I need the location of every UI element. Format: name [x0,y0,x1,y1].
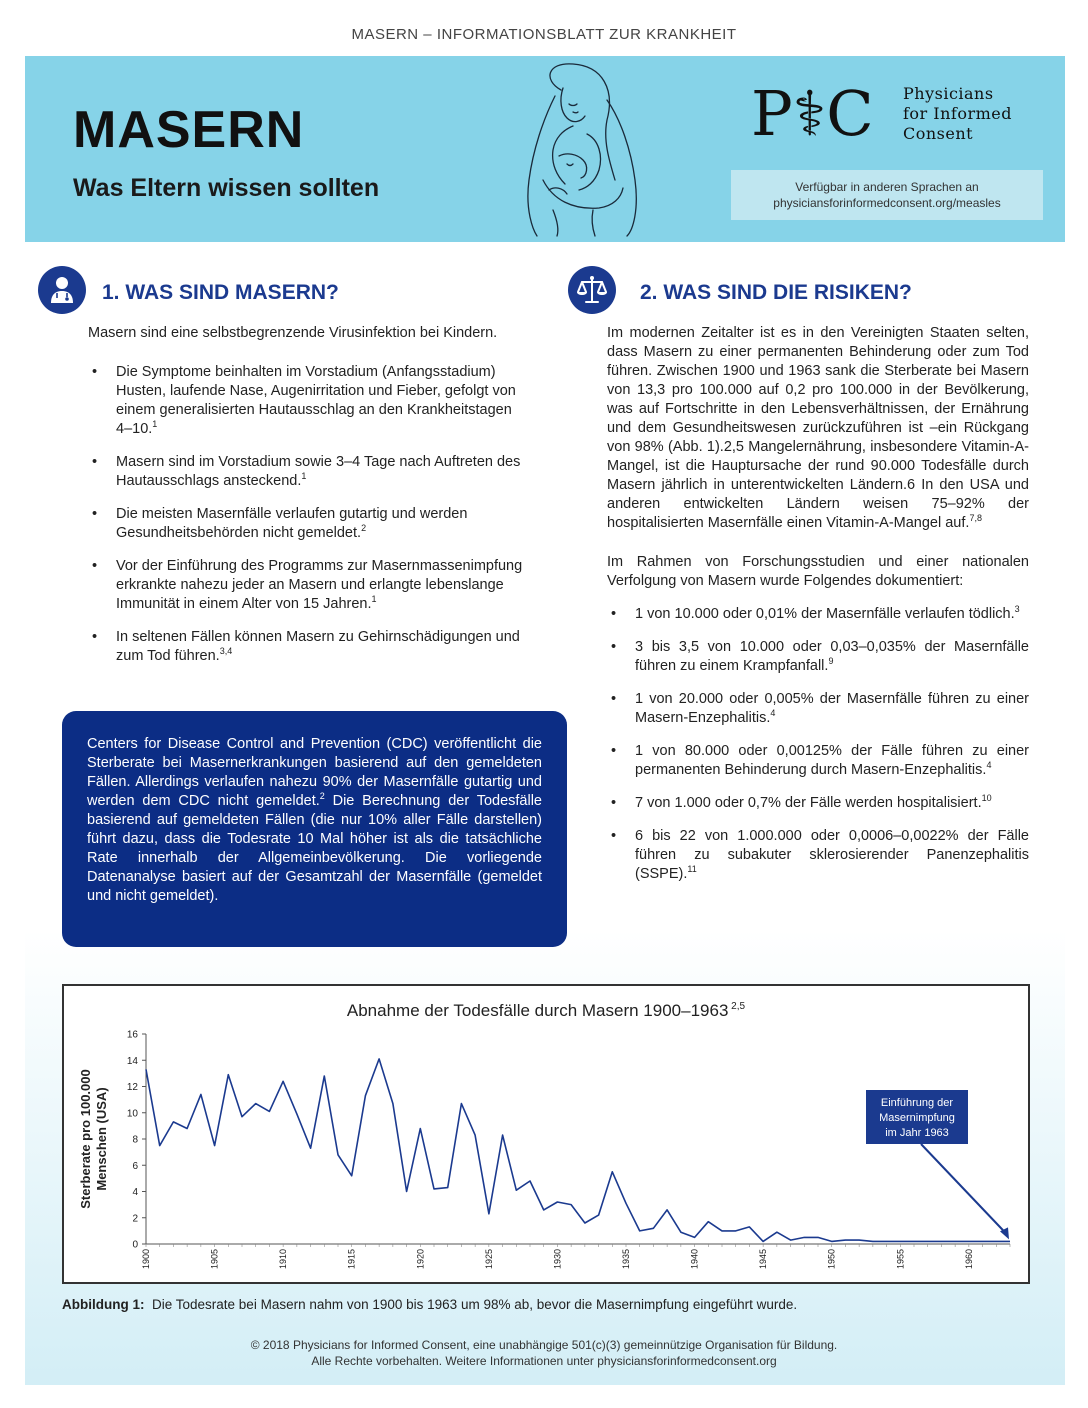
x-tick-label: 1910 [278,1249,289,1270]
x-tick-label: 1905 [209,1249,220,1270]
caption-text: Die Todesrate bei Masern nahm von 1900 bis 1963 um 98% ab, bevor die Masernimpfung eingeführt wurde. [152,1297,798,1312]
logo-text: Physicians for Informed Consent [903,84,1012,143]
x-tick-label: 1935 [621,1249,631,1270]
x-tick-label: 1900 [141,1249,151,1270]
annotation-text: im Jahr 1963 [885,1127,949,1139]
availability-link[interactable]: physiciansforinformedconsent.org/measles [773,196,1001,210]
figure-caption [62,1297,797,1312]
page-subtitle: Was Eltern wissen sollten [73,174,380,202]
section2-para1: Im modernen Zeitalter ist es in den Vereinigten Staaten selten, dass Masern zu einer permanenten Behinderung oder zum Tod führen. Zwischen 1900 und 1963 sank die Sterberate bei Masern von 13,3 pro 100.000 auf 0,2 pro 100.000 in der Bevölkerung, was auf Fortschritte in den Lebensverhältnissen, der Ernährung und dem Gesundheitswesen zurückzuführen ist –ein Rückgang von 98% (Abb. 1).2,5 Mangelernährung, insbesondere Vitamin-A-Mangel, ist die Hauptursache der rund 90.000 Todesfälle durch Masern jährlich in unterentwickelten Ländern.6 In den USA und anderen entwickelten Ländern weisen 75–92% der hospitalisierten Masernfälle einen Vitamin-A-Mangel auf.$^{7,8}$ [607,325,1029,531]
annotation-text: Masernimpfung [879,1112,955,1124]
annotation-arrow [921,1144,1006,1233]
section2-para2: Im Rahmen von Forschungsstudien und einer nationalen Verfolgung von Masern wurde Folgendes dokumentiert: [607,554,1029,589]
y-axis-label [78,1069,109,1208]
list-item: • 1 von 20.000 oder 0,005% der Masernfälle führen zu einer Masern-Enzephalitis.$^4$ [607,690,1029,728]
header-banner [25,56,1065,242]
y-tick-label: 2 [132,1213,138,1225]
y-axis-label-line: Sterberate pro 100.000 [78,1069,93,1209]
y-tick-label: 8 [132,1134,138,1146]
section1-heading: 1. WAS SIND MASERN? [102,281,339,304]
cdc-ref: 2 [319,791,325,802]
section2-heading: 2. WAS SIND DIE RISIKEN? [640,281,912,304]
chart-title [347,1001,746,1020]
x-tick-label: 1955 [895,1249,906,1270]
annotation-text: Einführung der [880,1097,954,1109]
scales-icon [568,266,616,314]
doctor-icon [38,266,86,314]
x-tick-label: 1930 [552,1249,563,1270]
availability-box [731,170,1043,220]
y-tick-label: 16 [126,1029,138,1041]
series-line [146,1059,1010,1242]
y-tick-label: 0 [132,1239,138,1251]
x-tick-label: 1940 [689,1249,700,1270]
availability-line: Verfügbar in anderen Sprachen an [795,180,979,194]
cdc-text-2: Die Berechnung der Todesfälle basierend auf gemeldeten Fällen (die nur 10% aller Fälle darstellen) führt dazu, dass die Todesrate 10 Mal höher ist als die tatsächliche Rate innerhalb der Allgemeinbevölkerung. Die vorliegende Datenanalyse basiert auf der Gesamtzahl der Masernfälle (gemeldet und nicht gemeldet). [87,793,542,904]
list-item: • 7 von 1.000 oder 0,7% der Fälle werden hospitalisiert.$^{10}$ [607,794,1029,813]
x-tick-label: 1960 [963,1249,974,1270]
section2-bullet-list [607,605,1029,884]
section2-body [607,324,1029,898]
y-tick-label: 14 [126,1055,138,1067]
list-item: • Die Symptome beinhalten im Vorstadium (Anfangsstadium) Husten, laufende Nase, Augenirritation und Fieber, gefolgt von einem generalisierten Hautausschlag an den Krankheitstagen 4–10.$^1$ [88,363,528,439]
measles-death-rate-chart [64,986,1028,1282]
list-item: • Vor der Einführung des Programms zur Masernmassenimpfung erkrankte nahezu jeder an Masern und erlangte lebenslange Immunität in einem Alter von 15 Jahren.$^1$ [88,557,528,614]
list-item: • 6 bis 22 von 1.000.000 oder 0,0006–0,0022% der Fälle führen zu subakuter sklerosierender Panenzephalitis (SSPE).$^{11}$ [607,827,1029,884]
y-tick-label: 4 [132,1187,138,1198]
chart-title-text: Abnahme der Todesfälle durch Masern 1900–1963 [346,1001,729,1020]
y-axis-label-line: Menschen (USA) [94,1087,109,1191]
list-item: • 3 bis 3,5 von 10.000 oder 0,03–0,035% der Masernfälle führen zu einem Krampfanfall.$^9$ [607,638,1029,676]
y-tick-label: 12 [126,1082,138,1093]
x-tick-label: 1925 [483,1249,494,1270]
pic-logo [751,78,1041,150]
chart-title-ref: 2,5 [728,1001,746,1012]
section1-body [88,324,528,680]
x-tick-label: 1920 [415,1249,426,1270]
x-tick-label: 1945 [758,1249,769,1270]
footer-line2: Alle Rechte vorbehalten. Weitere Informationen unter physiciansforinformedconsent.org [311,1354,777,1368]
y-tick-label: 6 [132,1160,138,1172]
list-item: • In seltenen Fällen können Masern zu Gehirnschädigungen und zum Tod führen.$^{3,4}$ [88,628,528,666]
mother-child-illustration [503,60,643,238]
footer-line1: © 2018 Physicians for Informed Consent, eine unabhängige 501(c)(3) gemeinnützige Organisation für Bildung. [250,1338,838,1352]
logo-mark: P⚕C [751,77,874,150]
cdc-text-1: Centers for Disease Control and Prevention (CDC) veröffentlicht die Sterberate bei Masernerkrankungen basierend auf den gemeldeten Fällen. Allerdings verlaufen nahezu 90% der Masernfälle gutartig und werden dem CDC nicht gemeldet. [87,736,542,809]
cdc-info-box [62,711,567,947]
section1-intro: Masern sind eine selbstbegrenzende Virusinfektion bei Kindern. [88,325,498,341]
top-title: MASERN – INFORMATIONSBLATT ZUR KRANKHEIT [351,26,737,43]
x-tick-label: 1915 [346,1249,357,1270]
y-tick-label: 10 [126,1108,138,1120]
footer [0,1337,1088,1369]
caption-label: Abbildung 1: [62,1297,145,1312]
list-item: • Masern sind im Vorstadium sowie 3–4 Tage nach Auftreten des Hautausschlags ansteckend.$^1$ [88,453,528,491]
list-item: • 1 von 10.000 oder 0,01% der Masernfälle verlaufen tödlich.$^3$ [607,605,1029,624]
x-tick-label: 1950 [826,1249,837,1270]
page-title: MASERN [73,101,305,159]
chart-frame [62,984,1030,1284]
section1-bullet-list [88,363,528,666]
list-item: • 1 von 80.000 oder 0,00125% der Fälle führen zu einer permanenten Behinderung durch Masern-Enzephalitis.$^4$ [607,742,1029,780]
list-item: • Die meisten Masernfälle verlaufen gutartig und werden Gesundheitsbehörden nicht gemeldet.$^2$ [88,505,528,543]
